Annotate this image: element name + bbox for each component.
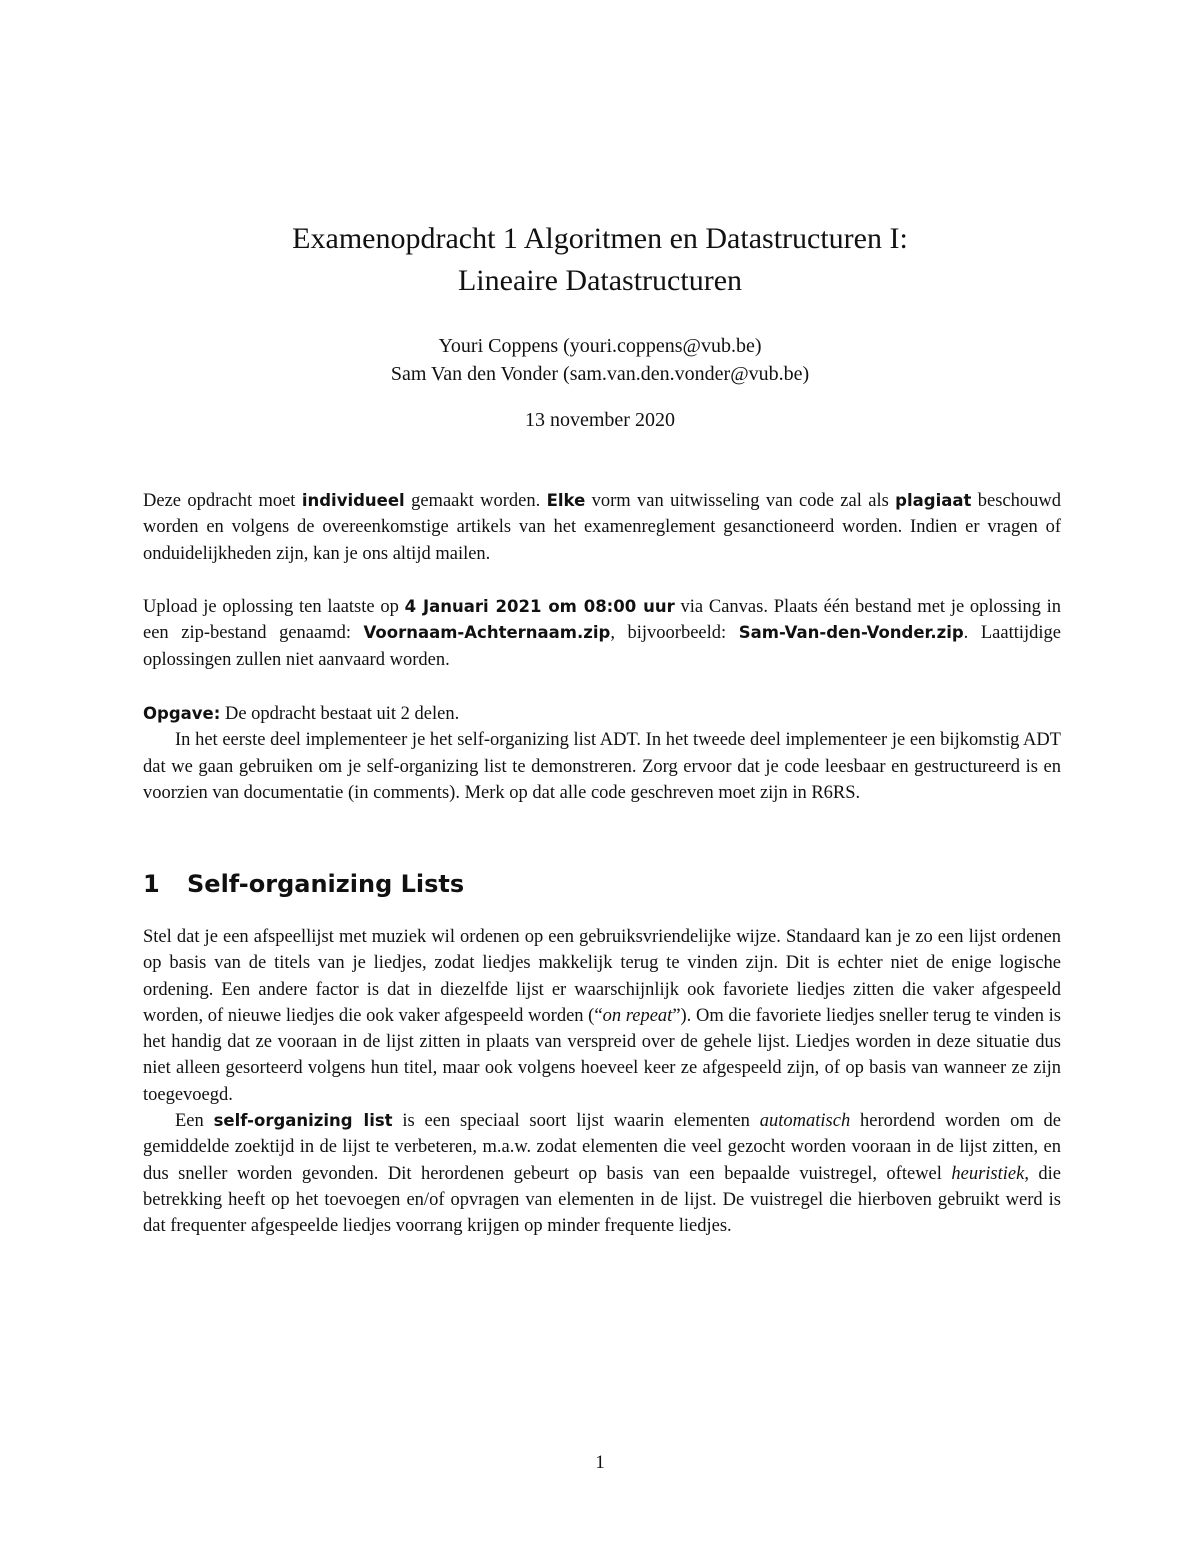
bold-term: self-organizing list	[213, 1111, 393, 1131]
bold-term: Elke	[546, 491, 586, 510]
section1-paragraph-2	[143, 1108, 1061, 1239]
author-2: Sam Van den Vonder (sam.van.den.vonder@vub.be)	[390, 363, 810, 385]
title-block	[0, 218, 1200, 302]
bold-term: Voornaam-Achternaam.zip	[363, 623, 611, 643]
text-span: De opdracht bestaat uit 2 delen.	[220, 704, 460, 724]
text-span: , bijvoorbeeld:	[610, 623, 739, 644]
bold-term: individueel	[301, 491, 405, 510]
intro-paragraph-3	[143, 701, 1061, 806]
text-span: . Laattijdige oplossingen zullen niet aanvaard worden.	[143, 623, 1061, 670]
bold-term: Opgave:	[143, 704, 221, 723]
bold-term: Sam-Van-den-Vonder.zip	[738, 623, 964, 643]
text-span: Deze opdracht moet	[143, 491, 302, 511]
bold-term: plagiaat	[895, 491, 972, 510]
text-span: herordend worden om de gemiddelde zoektijd in de lijst te verbeteren, m.a.w. zodat elementen die veel gezocht worden vooraan in de lijst zitten, en dus sneller worden gevonden. Dit herordenen gebeurt op basis van een bepaalde vuistregel, oftewel	[143, 1111, 1062, 1184]
section-title: Self-organizing Lists	[187, 870, 465, 898]
document-date: 13 november 2020	[525, 409, 675, 431]
italic-term: heuristiek	[951, 1163, 1025, 1184]
section-heading	[143, 866, 1061, 902]
italic-term: automatisch	[759, 1111, 851, 1132]
section1-body	[143, 924, 1061, 1240]
intro-paragraph-1	[143, 488, 1061, 567]
text-span: Stel dat je een afspeellijst met muziek wil ordenen op een gebruiksvriendelijke wijze. Standaard kan je zo een lijst ordenen op basis van de titels van je liedjes, zodat liedjes makkelijk terug te vinden zijn. Dit is echter niet de enige logische ordening. Een andere factor is dat in diezelfde lijst er waarschijnlijk ook favoriete liedjes zitten die vaker afgespeeld worden, of nieuwe liedjes die ook vaker afgespeeld worden (“	[143, 927, 1061, 1026]
text-span: gemaakt worden.	[404, 491, 547, 511]
intro-paragraph-2	[143, 594, 1061, 673]
section1-paragraph-1	[143, 924, 1061, 1108]
authors	[0, 332, 1200, 388]
text-span: beschouwd worden en volgens de overeenkomstige artikels van het examenreglement gesanctioneerd worden. Indien er vragen of onduidelijkheden zijn, kan je ons altijd mailen.	[143, 491, 1061, 564]
text-span: ”). Om die favoriete liedjes sneller terug te vinden is het handig dat ze vooraan in de lijst zitten in plaats van verspreid over de gehele lijst. Liedjes worden in deze situatie dus niet alleen gesorteerd volgens hun titel, maar ook volgens hoeveel keer ze afgespeeld zijn, of op basis van wanneer ze zijn toegevoegd.	[143, 1005, 1061, 1105]
document-title-line-1: Examenopdracht 1 Algoritmen en Datastructuren I:	[292, 222, 908, 255]
text-span: is een speciaal soort lijst waarin elementen	[392, 1111, 760, 1132]
italic-term: on repeat	[602, 1005, 673, 1026]
document-title-line-2: Lineaire Datastructuren	[457, 264, 743, 297]
author-1: Youri Coppens (youri.coppens@vub.be)	[438, 335, 762, 357]
text-span: , die betrekking heeft op het toevoegen en/of opvragen van elementen in de lijst. De vuistregel die hierboven gebruikt werd is dat frequenter afgespeelde liedjes voorrang krijgen op minder frequente liedjes.	[143, 1163, 1061, 1237]
text-span: Een	[175, 1111, 214, 1132]
text-span: Upload je oplossing ten laatste op	[143, 597, 405, 617]
text-span: via Canvas. Plaats één bestand met je oplossing in een zip-bestand genaamd:	[143, 597, 1061, 644]
intro-paragraph-4: In het eerste deel implementeer je het self-organizing list ADT. In het tweede deel implementeer je een bijkomstig ADT dat we gaan gebruiken om je self-organizing list te demonstreren. Zorg ervoor dat je code leesbaar en gestructureerd is en voorzien van documentatie (in comments). Merk op dat alle code geschreven moet zijn in R6RS.	[143, 730, 1061, 803]
bold-term: 4 Januari 2021 om 08:00 uur	[404, 597, 675, 616]
page-number: 1	[595, 1452, 605, 1473]
text-span: vorm van uitwisseling van code zal als	[585, 491, 896, 511]
section-number: 1	[143, 870, 160, 898]
